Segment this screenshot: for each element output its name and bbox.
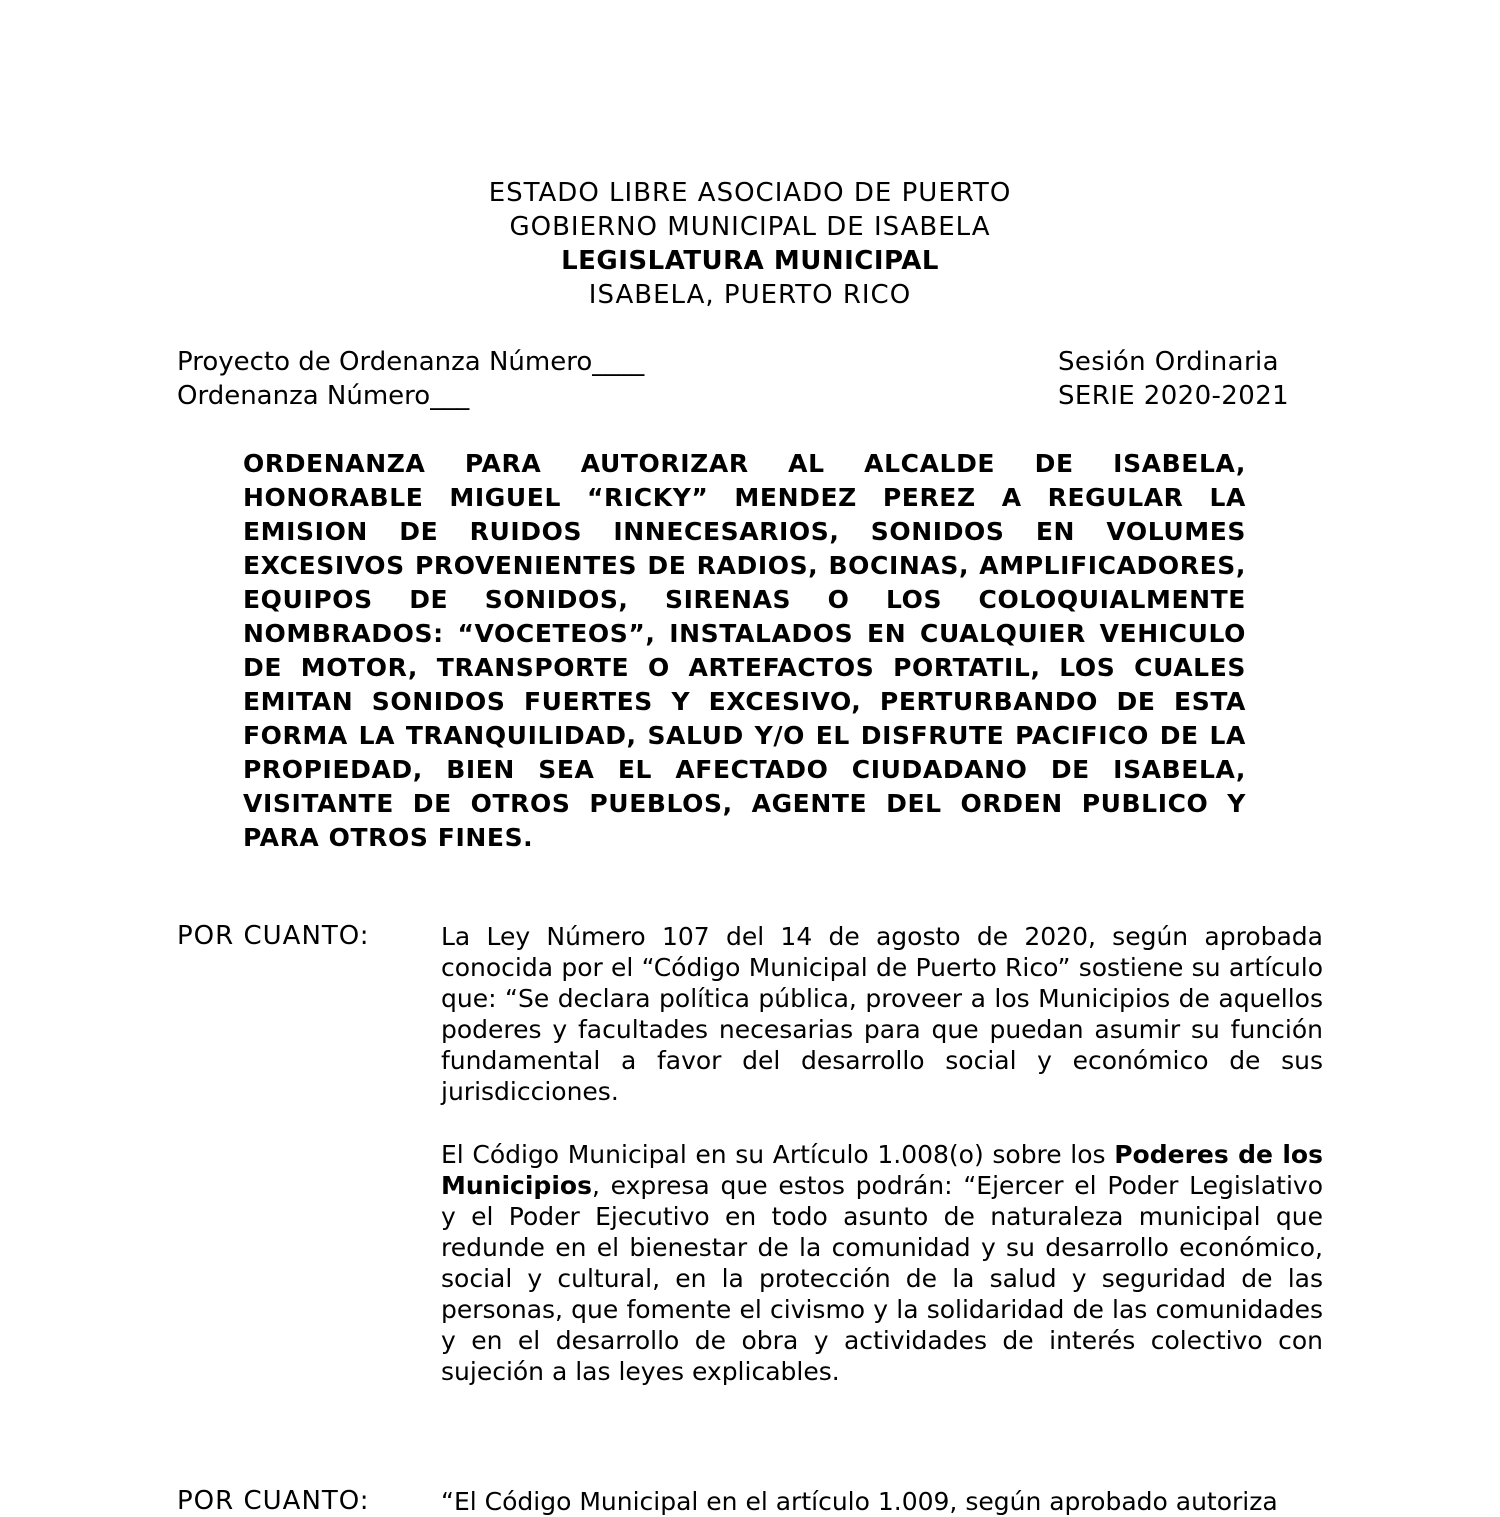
session-type: Sesión Ordinaria — [1058, 347, 1280, 377]
ordinance-number: Ordenanza Número___ — [177, 381, 470, 411]
section-label-por-cuanto-2: POR CUANTO: — [177, 1486, 370, 1516]
section-2-paragraph-1 — [441, 1486, 1323, 1517]
section-1-paragraph-2 — [441, 1139, 1323, 1387]
section-1-paragraph-2-before: El Código Municipal en su Artículo 1.008(o) sobre los — [441, 1140, 1115, 1169]
document-header — [0, 176, 1500, 312]
header-legislature: LEGISLATURA MUNICIPAL — [561, 246, 939, 276]
session-info — [1058, 345, 1289, 413]
session-series: SERIE 2020-2021 — [1058, 381, 1290, 411]
header-location: ISABELA, PUERTO RICO — [588, 280, 912, 310]
section-label-por-cuanto-1: POR CUANTO: — [177, 921, 370, 951]
section-1-paragraph-1-text: La Ley Número 107 del 14 de agosto de 2020, según aprobada conocida por el “Código Municipal de Puerto Rico” sostiene su artículo que: “Se declara política pública, proveer a los Municipios de aquellos poderes y facultades necesarias para que puedan asumir su función fundamental a favor del desarrollo social y económico de sus jurisdicciones. — [441, 922, 1323, 1106]
ordinance-numbers — [177, 345, 644, 413]
section-1-paragraph-2-after: , expresa que estos podrán: “Ejercer el Poder Legislativo y el Poder Ejecutivo en todo asunto de naturaleza municipal que redunde en el bienestar de la comunidad y su desarrollo económico, social y cultural, en la protección de la salud y seguridad de las personas, que fomente el civismo y la solidaridad de las comunidades y en el desarrollo de obra y actividades de interés colectivo con sujeción a las leyes explicables. — [441, 1171, 1323, 1386]
project-number: Proyecto de Ordenanza Número____ — [177, 347, 645, 377]
header-commonwealth: ESTADO LIBRE ASOCIADO DE PUERTO — [488, 178, 1012, 208]
header-municipal-government: GOBIERNO MUNICIPAL DE ISABELA — [509, 212, 991, 242]
section-1-paragraph-2-bold: Poderes de los Municipios — [441, 1140, 1323, 1200]
section-1-paragraph-1 — [441, 921, 1323, 1107]
section-2-paragraph-1-text: “El Código Municipal en el artículo 1.009, según aprobado autoriza — [441, 1487, 1278, 1516]
ordinance-title: ORDENANZA PARA AUTORIZAR AL ALCALDE DE ISABELA, HONORABLE MIGUEL “RICKY” MENDEZ PEREZ A REGULAR LA EMISION DE RUIDOS INNECESARIOS, SONIDOS EN VOLUMES EXCESIVOS PROVENIENTES DE RADIOS, BOCINAS, AMPLIFICADORES, EQUIPOS DE SONIDOS, SIRENAS O LOS COLOQUIALMENTE NOMBRADOS: “VOCETEOS”, INSTALADOS EN CUALQUIER VEHICULO DE MOTOR, TRANSPORTE O ARTEFACTOS PORTATIL, LOS CUALES EMITAN SONIDOS FUERTES Y EXCESIVO, PERTURBANDO DE ESTA FORMA LA TRANQUILIDAD, SALUD Y/O EL DISFRUTE PACIFICO DE LA PROPIEDAD, BIEN SEA EL AFECTADO CIUDADANO DE ISABELA, VISITANTE DE OTROS PUEBLOS, AGENTE DEL ORDEN PUBLICO Y PARA OTROS FINES. — [243, 449, 1246, 852]
